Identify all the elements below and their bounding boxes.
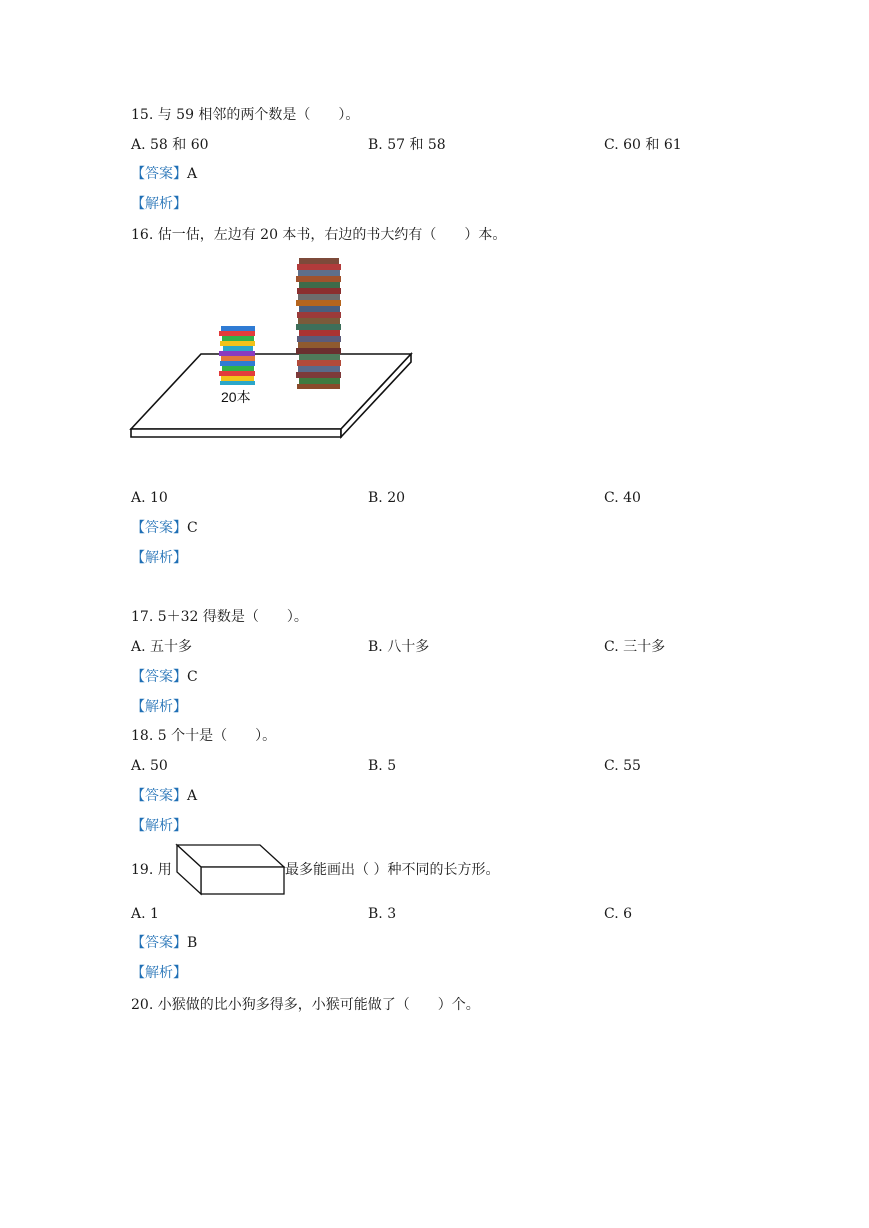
answer-tag: 【答案】 (131, 669, 187, 685)
question-19-option-b: B. 3 (368, 906, 397, 922)
question-15-answer (131, 165, 197, 183)
analysis-tag: 【解析】 (131, 550, 187, 566)
question-19-answer (131, 934, 197, 952)
question-19-stem-suffix: 最多能画出（ ）种不同的长方形。 (285, 862, 500, 878)
question-19-analysis (131, 964, 187, 982)
answer-value: A (187, 788, 198, 804)
question-15-option-c: C. 60 和 61 (604, 137, 682, 153)
book-stacks-figure (131, 254, 421, 444)
answer-tag: 【答案】 (131, 935, 187, 951)
question-17-option-b: B. 八十多 (368, 639, 430, 655)
answer-tag: 【答案】 (131, 166, 187, 182)
answer-tag: 【答案】 (131, 788, 187, 804)
question-18-stem: 18. 5 个十是（ ）。 (131, 728, 277, 744)
analysis-tag: 【解析】 (131, 196, 187, 212)
question-16-option-c: C. 40 (604, 490, 641, 506)
question-17-analysis (131, 698, 187, 716)
answer-value: A (187, 166, 198, 182)
question-18-answer (131, 787, 197, 805)
question-18-option-b: B. 5 (368, 758, 397, 774)
cuboid-figure (176, 844, 286, 896)
question-15-analysis (131, 195, 187, 213)
question-19-stem-prefix: 19. 用 (131, 862, 172, 878)
question-18-option-a: A. 50 (131, 758, 168, 774)
question-16-stem: 16. 估一估，左边有 20 本书，右边的书大约有（ ）本。 (131, 227, 507, 243)
large-book-stack (296, 258, 341, 389)
question-17-option-a: A. 五十多 (131, 639, 193, 655)
analysis-tag: 【解析】 (131, 699, 187, 715)
question-17-option-c: C. 三十多 (604, 639, 666, 655)
question-19-option-c: C. 6 (604, 906, 633, 922)
answer-tag: 【答案】 (131, 520, 187, 536)
question-18-analysis (131, 817, 187, 835)
question-20-stem: 20. 小猴做的比小狗多得多，小猴可能做了（ ）个。 (131, 997, 480, 1013)
question-17-stem: 17. 5＋32 得数是（ ）。 (131, 609, 308, 625)
analysis-tag: 【解析】 (131, 965, 187, 981)
question-17-answer (131, 668, 198, 686)
small-stack-label: 20本 (221, 389, 251, 405)
question-16-option-b: B. 20 (368, 490, 406, 506)
question-15-option-a: A. 58 和 60 (131, 137, 209, 153)
answer-value: C (187, 669, 198, 685)
question-16-option-a: A. 10 (131, 490, 168, 506)
question-19-option-a: A. 1 (131, 906, 159, 922)
analysis-tag: 【解析】 (131, 818, 187, 834)
question-16-analysis (131, 549, 187, 567)
question-18-option-c: C. 55 (604, 758, 641, 774)
answer-value: C (187, 520, 198, 536)
question-15-option-b: B. 57 和 58 (368, 137, 446, 153)
question-15-stem: 15. 与 59 相邻的两个数是（ ）。 (131, 107, 360, 123)
small-book-stack (219, 326, 255, 385)
question-16-answer (131, 519, 198, 537)
answer-value: B (187, 935, 198, 951)
